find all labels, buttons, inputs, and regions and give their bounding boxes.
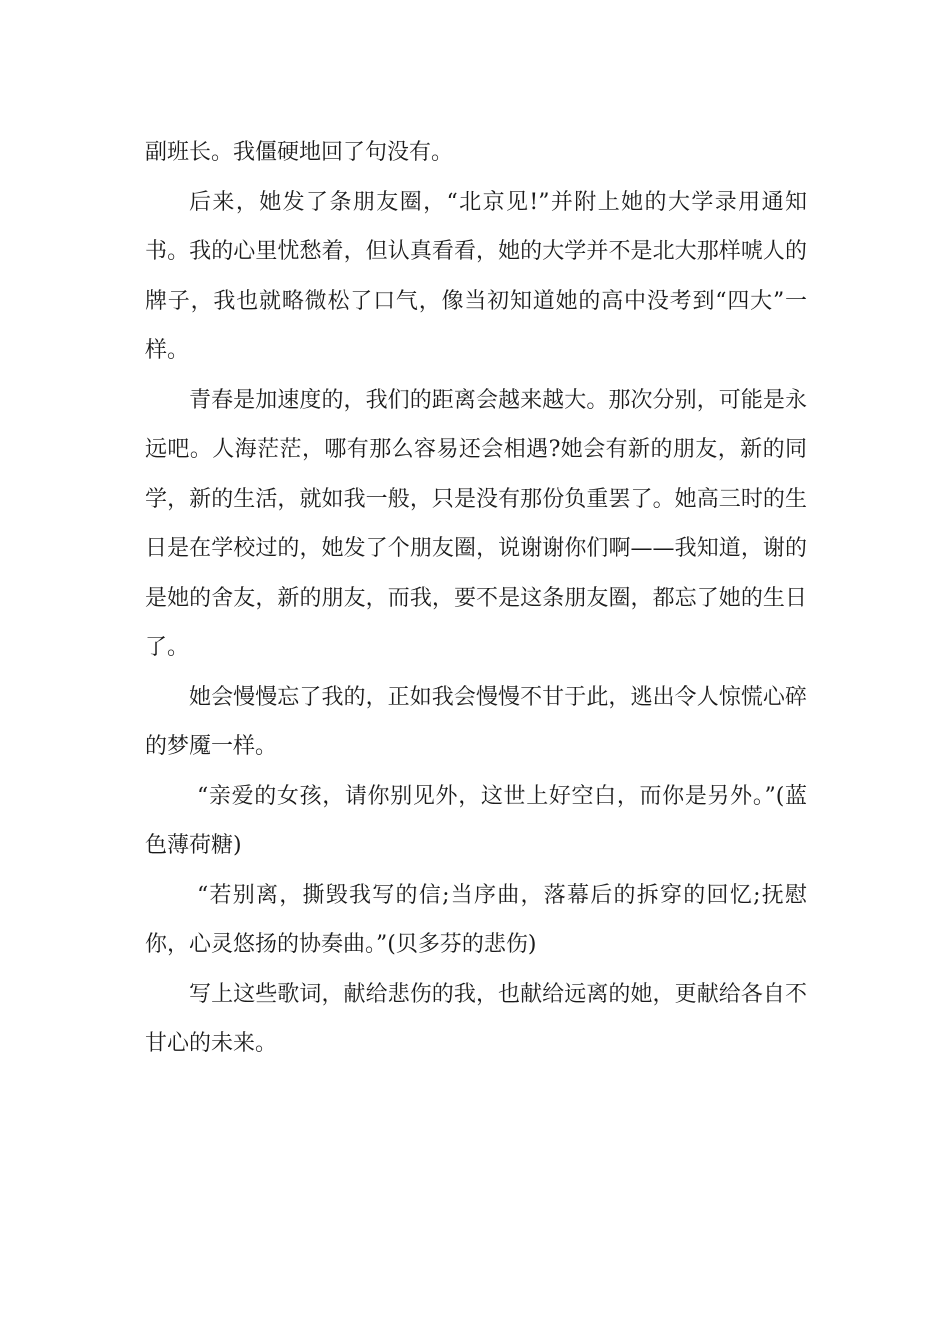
- paragraph-continuation: 副班长。我僵硬地回了句没有。: [145, 140, 454, 165]
- document-page: [145, 128, 807, 1069]
- paragraph-youth-distance: 青春是加速度的，我们的距离会越来越大。那次分别，可能是永远吧。人海茫茫，哪有那么容易还会相遇?她会有新的朋友，新的同学，新的生活，就如我一般，只是没有那份负重罢了。她高三时的生日是在学校过的，她发了个朋友圈，说谢谢你们啊——我知道，谢的是她的舍友，新的朋友，而我，要不是这条朋友圈，都忘了她的生日了。: [145, 387, 807, 660]
- paragraph-lyric-mint-candy: “亲爱的女孩，请你别见外，这世上好空白，而你是另外。”(蓝色薄荷糖): [145, 783, 807, 858]
- paragraph-wechat-post: 后来，她发了条朋友圈，“北京见!”并附上她的大学录用通知书。我的心里忧愁着，但认真看看，她的大学并不是北大那样唬人的牌子，我也就略微松了口气，像当初知道她的高中没考到“四大”一样。: [145, 189, 807, 363]
- paragraph-lyric-beethoven: “若别离，撕毁我写的信;当序曲，落幕后的拆穿的回忆;抚慰你，心灵悠扬的协奏曲。”(贝多芬的悲伤): [145, 882, 807, 957]
- paragraph-dedication: 写上这些歌词，献给悲伤的我，也献给远离的她，更献给各自不甘心的未来。: [145, 981, 807, 1056]
- paragraph-forget: 她会慢慢忘了我的，正如我会慢慢不甘于此，逃出令人惊慌心碎的梦魇一样。: [145, 684, 807, 759]
